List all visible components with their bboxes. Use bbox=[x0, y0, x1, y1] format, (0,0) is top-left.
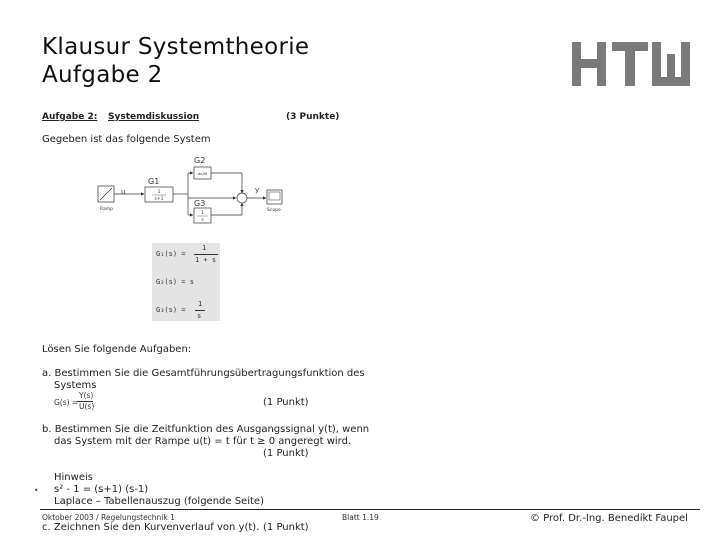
task-c-line: c. Zeichnen Sie den Kurvenverlauf von y(t). bbox=[42, 522, 260, 533]
task-b-points: (1 Punkt) bbox=[263, 448, 309, 459]
task-a-line2: Systems bbox=[54, 380, 97, 391]
g3-label: G3 bbox=[194, 199, 206, 208]
footer-right: © Prof. Dr.-Ing. Benedikt Faupel bbox=[530, 513, 688, 524]
ramp-caption: Ramp bbox=[100, 207, 114, 212]
signal-u-label: u bbox=[121, 188, 126, 196]
task-b-line1: b. Bestimmen Sie die Zeitfunktion des Ausgangssignal y(t), wenn bbox=[42, 424, 370, 435]
g2-def: G₂(s) = s bbox=[156, 278, 194, 286]
htw-logo-text: HTW bbox=[570, 40, 573, 41]
g1-def-den: 1 + s bbox=[195, 256, 217, 264]
g3-block-num: 1 bbox=[201, 211, 204, 216]
signal-y-label: y bbox=[255, 186, 260, 194]
g2-block-text: du/dt bbox=[197, 172, 208, 176]
solve-heading: Lösen Sie folgende Aufgaben: bbox=[42, 344, 192, 355]
scope-caption: Scope bbox=[267, 208, 281, 213]
block-diagram bbox=[90, 150, 300, 225]
footer-mid: Blatt 1.19 bbox=[342, 513, 379, 522]
g1-def-num: 1 bbox=[202, 244, 207, 252]
hint-line2: Laplace – Tabellenauszug (folgende Seite) bbox=[54, 496, 264, 507]
g1-def-fraction-bar bbox=[194, 254, 218, 255]
g3-def-den: s bbox=[197, 312, 202, 320]
sum-junction bbox=[237, 193, 247, 203]
footer-left: Oktober 2003 / Regelungstechnik 1 bbox=[42, 513, 175, 522]
hint-label: Hinweis bbox=[54, 472, 93, 483]
g2-label: G2 bbox=[194, 156, 206, 165]
g1-label: G1 bbox=[148, 177, 160, 186]
task-header-right: (3 Punkte) bbox=[286, 112, 340, 122]
hint-bullet: • bbox=[34, 486, 39, 495]
g1-block-den: s+1 bbox=[154, 197, 164, 202]
hint-line1: s² - 1 = (s+1) (s-1) bbox=[54, 484, 149, 495]
g1-def-lhs: G₁(s) = bbox=[156, 250, 186, 258]
task-a-formula-den: U(s) bbox=[79, 402, 95, 411]
slide-title-line2: Aufgabe 2 bbox=[42, 62, 163, 88]
g3-block-den: s bbox=[201, 218, 204, 223]
task-intro: Gegeben ist das folgende System bbox=[42, 134, 211, 145]
task-header-mid: Systemdiskussion bbox=[108, 112, 200, 122]
task-a-line1: a. Bestimmen Sie die Gesamtführungsübertragungsfunktion des bbox=[42, 368, 365, 379]
footer-rule bbox=[40, 509, 700, 510]
task-a-points: (1 Punkt) bbox=[263, 397, 309, 408]
task-a-formula-num: Y(s) bbox=[79, 391, 94, 400]
g3-def-lhs: G₃(s) = bbox=[156, 306, 186, 314]
task-a-formula-lhs: G(s) = bbox=[54, 398, 79, 407]
task-c-points: (1 Punkt) bbox=[263, 522, 309, 533]
task-b-line2: das System mit der Rampe u(t) = t für t ≥ 0 angeregt wird. bbox=[54, 436, 352, 447]
g1-block-num: 1 bbox=[157, 190, 161, 195]
g3-def-fraction-bar bbox=[195, 310, 205, 311]
htw-logo bbox=[570, 40, 692, 88]
task-header-left: Aufgabe 2: bbox=[42, 112, 98, 122]
slide-title-line1: Klausur Systemtheorie bbox=[42, 34, 310, 60]
g3-def-num: 1 bbox=[198, 300, 203, 308]
